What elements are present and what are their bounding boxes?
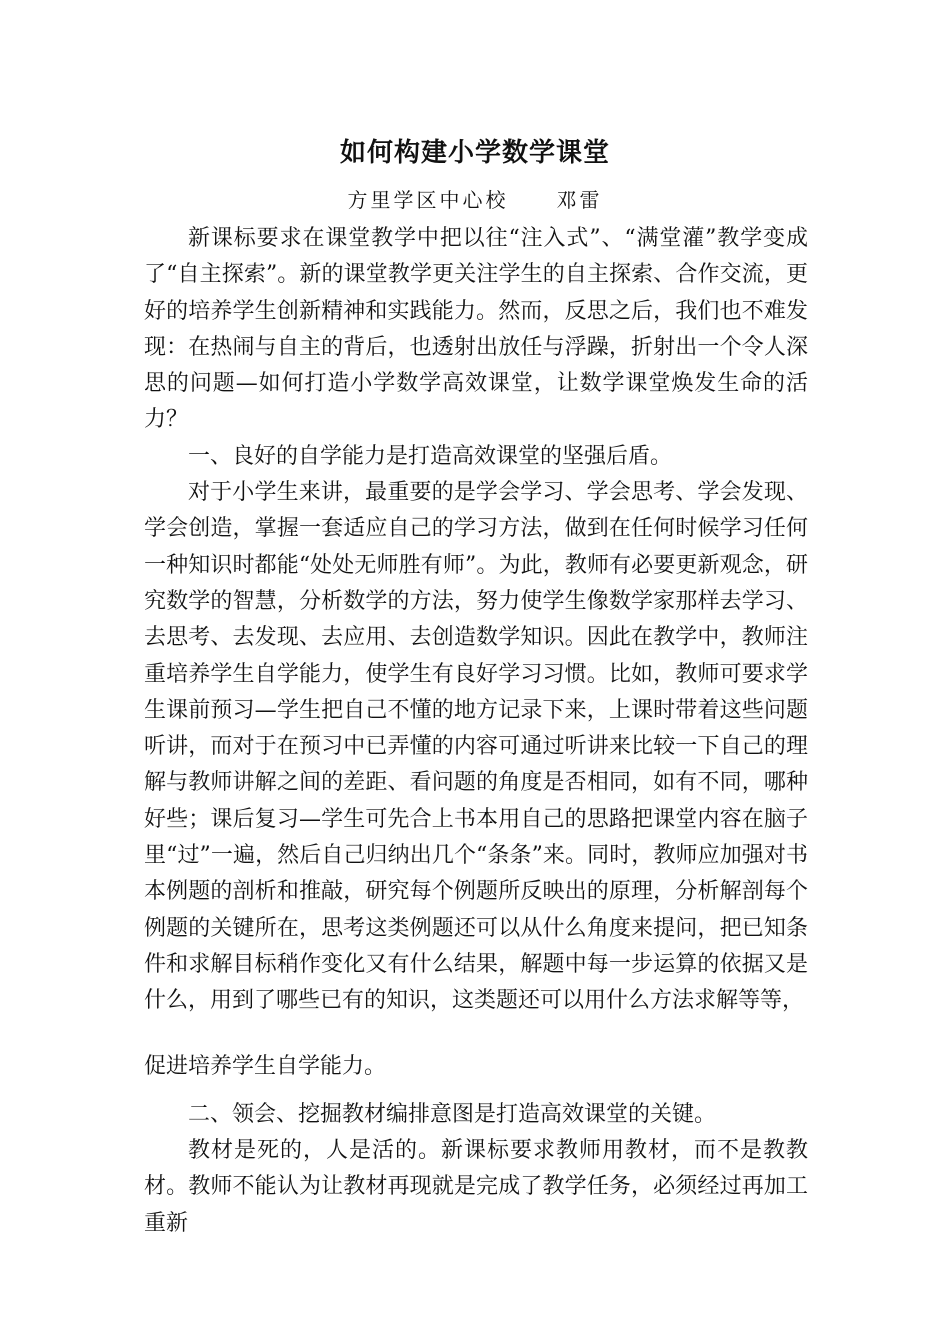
paragraph-self-study: 对于小学生来讲，最重要的是学会学习、学会思考、学会发现、学会创造，掌握一套适应自己的学习方法，做到在任何时候学习任何一种知识时都能“处处无师胜有师”。为此，教师有必要更新观念，研究数学的智慧，分析数学的方法，努力使学生像数学家那样去学习、去思考、去发现、去应用、去创造数学知识。因此在教学中，教师注重培养学生自学能力，使学生有良好学习习惯。比如，教师可要求学生课前预习—学生把自己不懂的地方记录下来，上课时带着这些问题听讲，而对于在预习中已弄懂的内容可通过听讲来比较一下自己的理解与教师讲解之间的差距、看问题的角度是否相同，如有不同，哪种好些；课后复习—学生可先合上书本用自己的思路把课堂内容在脑子里“过”一遍，然后自己归纳出几个“条条”来。同时，教师应加强对书本例题的剖析和推敲，研究每个例题所反映出的原理，分析解剖每个例题的关键所在，思考这类例题还可以从什么角度来提问，把已知条件和求解目标稍作变化又有什么结果，解题中每一步运算的依据又是什么，用到了哪些已有的知识，这类题还可以用什么方法求解等等， [144, 480, 808, 1014]
paragraph-textbook: 教材是死的，人是活的。新课标要求教师用教材，而不是教教材。教师不能认为让教材再现就是完成了教学任务，必须经过再加工重新 [144, 1138, 808, 1236]
paragraph-intro: 新课标要求在课堂教学中把以往“注入式”、“满堂灌”教学变成了“自主探索”。新的课堂教学更关注学生的自主探索、合作交流，更好的培养学生创新精神和实践能力。然而，反思之后，我们也不难发现：在热闹与自主的背后，也透射出放任与浮躁，折射出一个令人深思的问题—如何打造小学数学高效课堂，让数学课堂焕发生命的活力？ [144, 226, 808, 433]
document-body [144, 221, 808, 1242]
byline-school: 方里学区中心校 [347, 188, 509, 212]
section-heading-2: 二、领会、挖掘教材编排意图是打造高效课堂的关键。 [188, 1101, 717, 1127]
paragraph-gap [144, 1020, 808, 1049]
section-heading-1: 一、良好的自学能力是打造高效课堂的坚强后盾。 [188, 443, 673, 469]
paragraph-gap [144, 1085, 808, 1097]
paragraph-self-study-continued: 促进培养学生自学能力。 [144, 1053, 387, 1079]
byline-author: 邓雷 [556, 188, 603, 212]
byline [0, 184, 950, 213]
document-title: 如何构建小学数学课堂 [339, 138, 610, 168]
